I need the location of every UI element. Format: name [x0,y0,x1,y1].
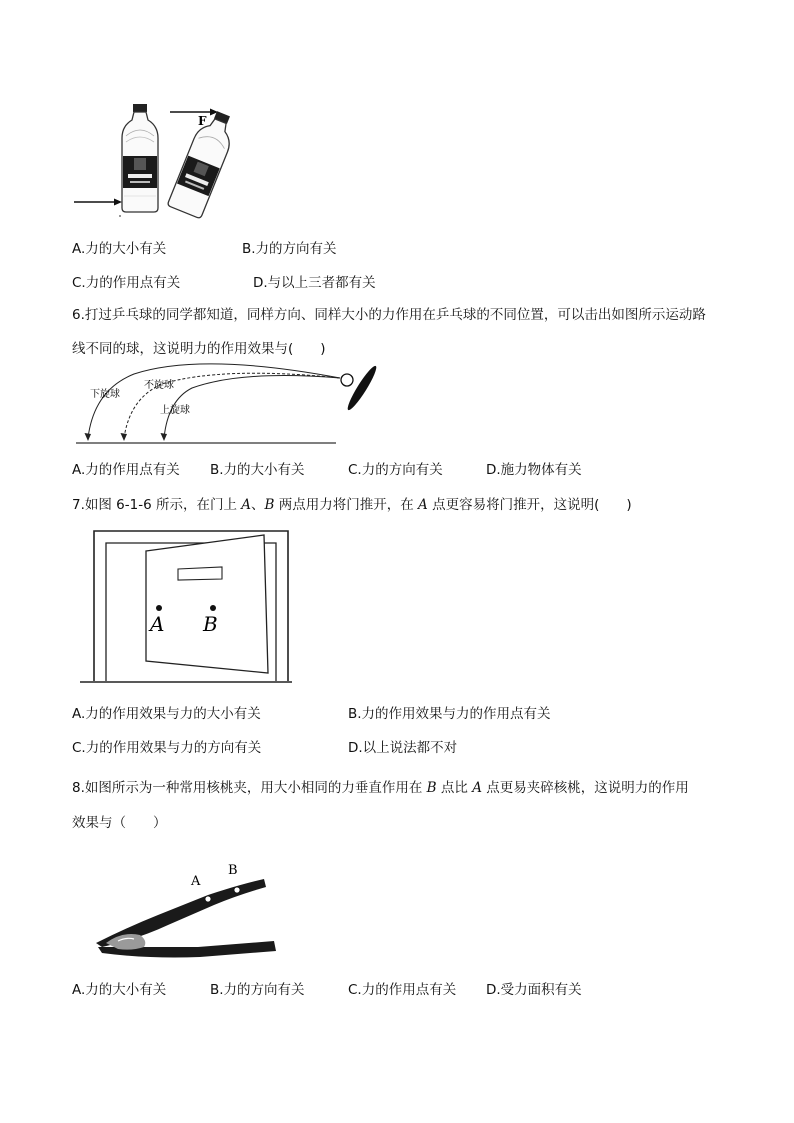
q5-option-b: B.力的方向有关 [242,241,337,257]
door-handle [178,567,222,580]
q8-text-line1: 8.如图所示为一种常用核桃夹，用大小相同的力垂直作用在 B 点比 A 点更易夹碎核桃，这说明力的作用 [72,780,689,796]
q7-option-a: A.力的作用效果与力的大小有关 [72,706,261,722]
door-point-a [156,605,162,611]
q5-option-a: A.力的大小有关 [72,241,167,257]
q7-option-c: C.力的作用效果与力的方向有关 [72,740,262,756]
q6-text-line2: 线不同的球，这说明力的作用效果与( ) [72,341,326,357]
door-figure [78,525,298,687]
q6-option-c: C.力的方向有关 [348,462,443,478]
q6-option-b: B.力的大小有关 [210,462,305,478]
q6-option-a: A.力的作用点有关 [72,462,180,478]
nutcracker-label-a: A [191,874,201,889]
nutcracker-point-b [234,887,240,893]
q5-option-d: D.与以上三者都有关 [253,275,376,291]
q8-option-c: C.力的作用点有关 [348,982,457,998]
q7-text: 7.如图 6-1-6 所示，在门上 A、B 两点用力将门推开，在 A 点更容易将门推开，这说明( ) [72,497,632,513]
paddle [344,364,379,413]
q6-text-line1: 6.打过乒乓球的同学都知道，同样方向、同样大小的力作用在乒乓球的不同位置，可以击出如图所示运动路 [72,307,706,323]
q8-point-a: A [472,780,482,796]
label-up-spin: 上旋球 [160,405,190,416]
q7-point-b: B [264,497,275,513]
door-label-a: A [150,612,165,636]
trajectory-up-spin [164,376,340,438]
q7-point-a: A [241,497,252,513]
door-label-b: B [203,612,218,636]
q7-option-b: B.力的作用效果与力的作用点有关 [348,706,551,722]
q6-option-d: D.施力物体有关 [486,462,582,478]
bottles-figure [70,100,250,224]
label-no-spin: 不旋球 [144,380,174,391]
nutcracker-label-b: B [228,863,238,878]
q8-option-d: D.受力面积有关 [486,982,582,998]
nutcracker-figure [88,855,288,965]
door-point-b [210,605,216,611]
q8-option-b: B.力的方向有关 [210,982,305,998]
q8-text-line2: 效果与（ ） [72,815,167,831]
label-down-spin: 下旋球 [90,389,120,400]
q8-option-a: A.力的大小有关 [72,982,167,998]
door-panel [146,535,268,673]
upright-bottle [122,104,158,212]
q5-option-c: C.力的作用点有关 [72,275,181,291]
force-label: F [198,114,207,128]
q8-point-b: B [426,780,437,796]
pingpong-figure [72,360,392,450]
q7-option-d: D.以上说法都不对 [348,740,458,756]
nutcracker-point-a [205,896,211,902]
ball [341,374,353,386]
